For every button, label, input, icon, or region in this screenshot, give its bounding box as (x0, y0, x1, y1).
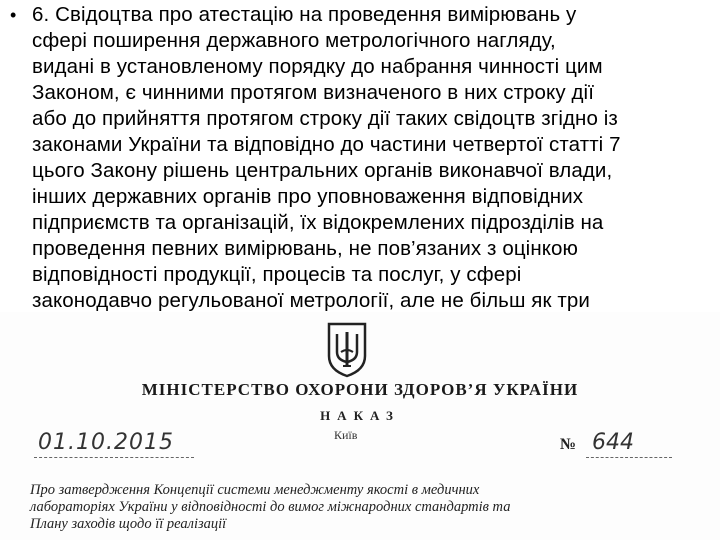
number-underline (586, 457, 672, 458)
paragraph-line: сфері поширення державного метрологічного нагляду, (32, 29, 556, 52)
date-underline (34, 457, 194, 458)
trident-coat-of-arms-icon (325, 322, 369, 378)
ministry-title: МІНІСТЕРСТВО ОХОРОНИ ЗДОРОВ’Я УКРАЇНИ (141, 380, 579, 399)
number-label: № (560, 436, 577, 453)
paragraph-line: або до прийняття протягом строку дії таких свідоцтв згідно із (32, 107, 618, 130)
subject-line: лабораторіях України у відповідності до вимог міжнародних стандартів та (30, 499, 511, 515)
paragraph-text (32, 2, 694, 340)
order-subject (30, 482, 700, 533)
paragraph-line: видані в установленому порядку до набрання чинності цим (32, 55, 603, 78)
paragraph-line: відповідності продукції, процесів та послуг, у сфері (32, 263, 522, 286)
paragraph-line: інших державних органів про уповноваження відповідних (32, 185, 584, 208)
paragraph-line: цього Закону рішень центральних органів виконавчої влади, (32, 159, 613, 182)
paragraph-line: законами України та відповідно до частини четвертої статті 7 (32, 133, 621, 156)
paragraph-line: проведення певних вимірювань, не пов’язаних з оцінкою (32, 237, 579, 260)
subject-line: Плану заходів щодо її реалізації (30, 516, 227, 532)
order-title: НАКАЗ (320, 408, 400, 423)
order-number: 644 (592, 430, 634, 455)
paragraph-line: законодавчо регульованої метрології, але не більш як три (32, 289, 590, 312)
bullet-marker: • (10, 5, 17, 25)
paragraph-line: 6. Свідоцтва про атестацію на проведення вимірювань у (32, 3, 577, 26)
slide-paragraph (10, 2, 710, 340)
subject-line: Про затвердження Концепції системи менеджменту якості в медичних (30, 482, 480, 498)
order-city: Київ (334, 428, 358, 442)
paragraph-line: підприємств та організацій, їх відокремлених підрозділів на (32, 211, 604, 234)
scanned-order-document (0, 312, 720, 540)
paragraph-line: Законом, є чинними протягом визначеного в них строку дії (32, 81, 595, 104)
order-date: 01.10.2015 (38, 430, 174, 455)
